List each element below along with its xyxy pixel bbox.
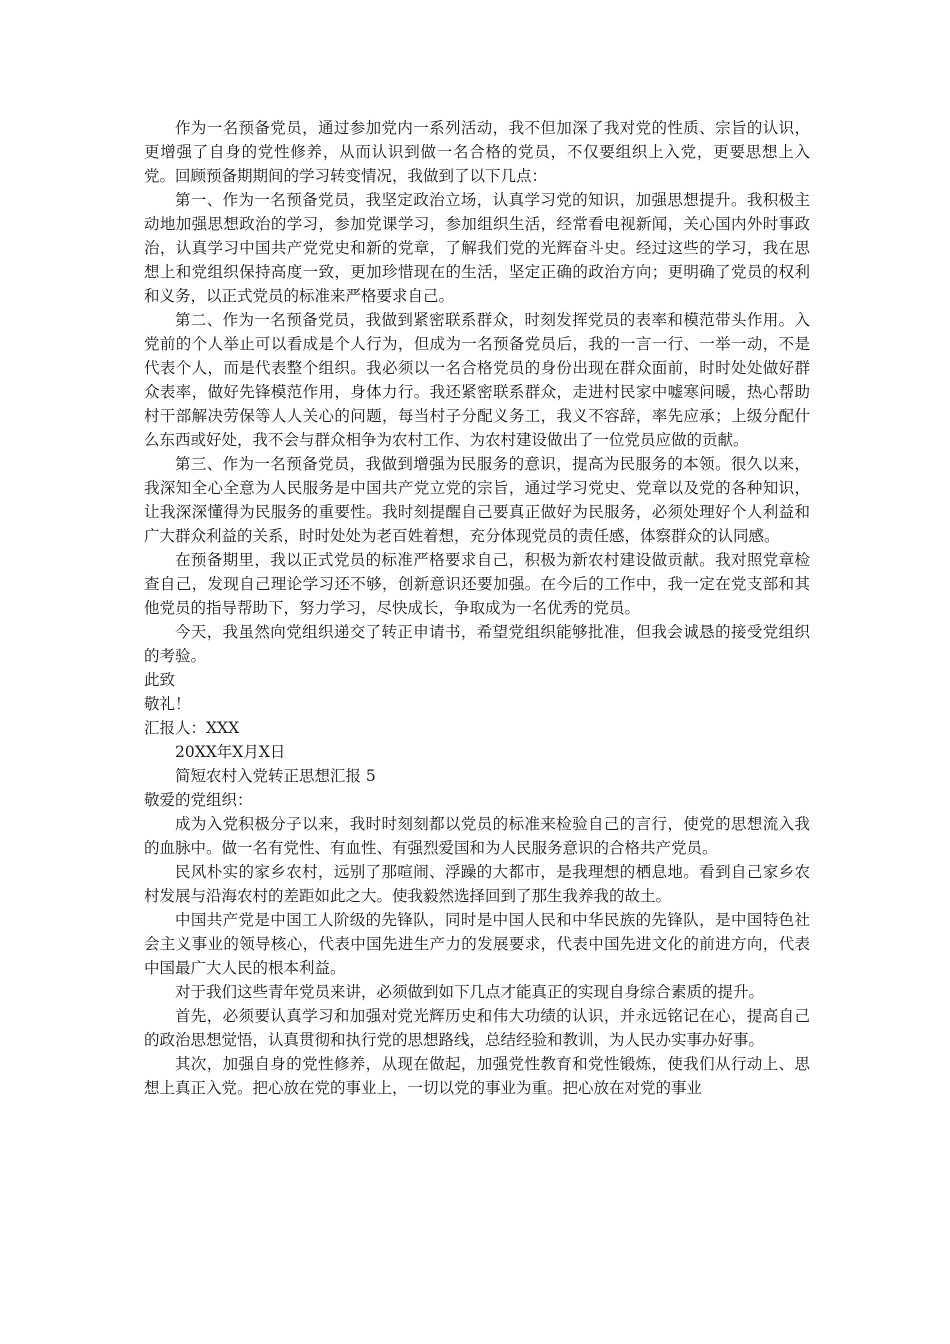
body-paragraph: 第一、作为一名预备党员，我坚定政治立场，认真学习党的知识，加强思想提升。我积极主动地加强思想政治的学习，参加党课学习，参加组织生活，经常看电视新闻，关心国内外时事政治，认真学习中国共产党党史和新的党章，了解我们党的光辉奋斗史。经过这些的学习，我在思想上和党组织保持高度一致，更加珍惜现在的生活，坚定正确的政治方向；更明确了党员的权利和义务，以正式党员的标准来严格要求自己。 [144, 191, 810, 305]
section-title: 简短农村入党转正思想汇报 5 [175, 767, 376, 785]
greeting-line: 敬爱的党组织： [144, 791, 253, 809]
body-paragraph: 其次，加强自身的党性修养，从现在做起，加强党性教育和党性锻炼，使我们从行动上、思想上真正入党。把心放在党的事业上，一切以党的事业为重。把心放在对党的事业 [144, 1055, 810, 1097]
body-paragraph: 在预备期里，我以正式党员的标准严格要求自己，积极为新农村建设做贡献。我对照党章检查自己，发现自己理论学习还不够，创新意识还要加强。在今后的工作中，我一定在党支部和其他党员的指导帮助下，努力学习，尽快成长，争取成为一名优秀的党员。 [144, 551, 810, 617]
salute-line: 敬礼！ [144, 695, 191, 713]
body-paragraph: 民风朴实的家乡农村，远别了那喧闹、浮躁的大都市，是我理想的栖息地。看到自己家乡农村发展与沿海农村的差距如此之大。使我毅然选择回到了那生我养我的故土。 [144, 863, 810, 905]
body-paragraph: 第三、作为一名预备党员，我做到增强为民服务的意识，提高为民服务的本领。很久以来，我深知全心全意为人民服务是中国共产党立党的宗旨，通过学习党史、党章以及党的各种知识，让我深深懂得为民服务的重要性。我时刻提醒自己要真正做好为民服务，必须处理好个人利益和广大群众利益的关系，时时处处为老百姓着想，充分体现党员的责任感，体察群众的认同感。 [144, 455, 810, 545]
body-paragraph: 今天，我虽然向党组织递交了转正申请书，希望党组织能够批准，但我会诚恳的接受党组织的考验。 [144, 623, 810, 665]
body-paragraph: 作为一名预备党员，通过参加党内一系列活动，我不但加深了我对党的性质、宗旨的认识，更增强了自身的党性修养，从而认识到做一名合格的党员，不仅要组织上入党，更要思想上入党。回顾预备期期间的学习转变情况，我做到了以下几点： [144, 119, 810, 185]
document-page [144, 116, 810, 1100]
date-line: 20XX年X月X日 [175, 743, 286, 761]
closing-line: 此致 [144, 671, 176, 689]
body-paragraph: 首先，必须要认真学习和加强对党光辉历史和伟大功绩的认识，并永远铭记在心，提高自己的政治思想觉悟，认真贯彻和执行党的思想路线，总结经验和教训，为人民办实事办好事。 [144, 1007, 810, 1049]
body-paragraph: 第二、作为一名预备党员，我做到紧密联系群众，时刻发挥党员的表率和模范带头作用。入党前的个人举止可以看成是个人行为，但成为一名预备党员后，我的一言一行、一举一动，不是代表个人，而是代表整个组织。我必须以一名合格党员的身份出现在群众面前，时时处处做好群众表率，做好先锋模范作用，身体力行。我还紧密联系群众，走进村民家中嘘寒问暖，热心帮助村干部解决劳保等人人关心的问题，每当村子分配义务工，我义不容辞，率先应承；上级分配什么东西或好处，我不会与群众相争为农村工作、为农村建设做出了一位党员应做的贡献。 [144, 311, 810, 449]
body-paragraph: 成为入党积极分子以来，我时时刻刻都以党员的标准来检验自己的言行，使党的思想流入我的血脉中。做一名有党性、有血性、有强烈爱国和为人民服务意识的合格共产党员。 [144, 815, 810, 857]
body-paragraph: 对于我们这些青年党员来讲，必须做到如下几点才能真正的实现自身综合素质的提升。 [175, 983, 765, 1001]
body-paragraph: 中国共产党是中国工人阶级的先锋队，同时是中国人民和中华民族的先锋队，是中国特色社会主义事业的领导核心，代表中国先进生产力的发展要求，代表中国先进文化的前进方向，代表中国最广大人民的根本利益。 [144, 911, 810, 977]
reporter-line: 汇报人：XXX [144, 719, 240, 737]
